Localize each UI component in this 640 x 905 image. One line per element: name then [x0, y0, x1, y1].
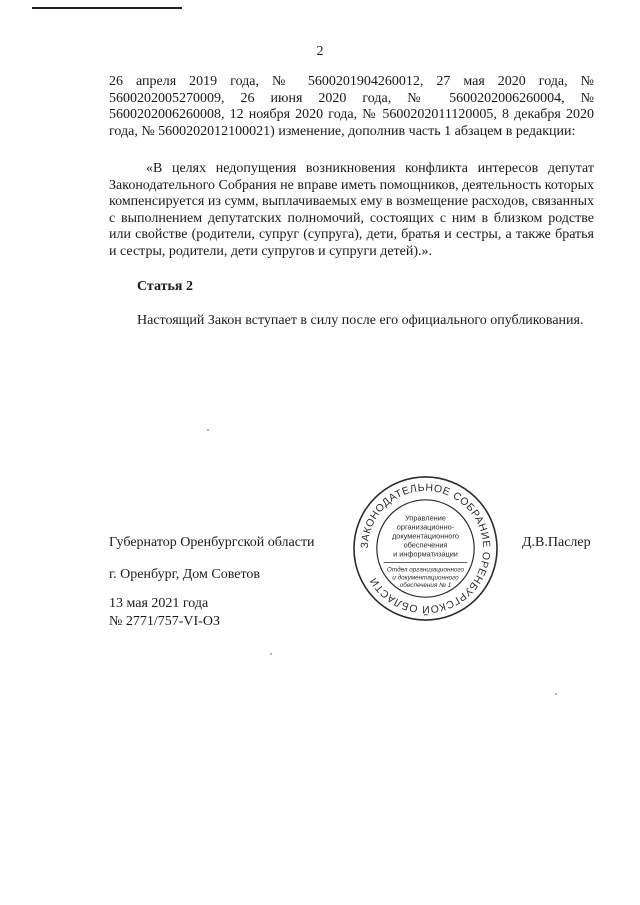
- seal-graphic: [351, 474, 500, 623]
- seal-bottom-line: обеспечения № 1: [399, 582, 452, 590]
- seal-center-line: и информатизации: [393, 549, 458, 559]
- seal-bottom-line: Отдел организационного: [386, 566, 465, 574]
- page-number: 2: [316, 44, 324, 59]
- seal-center-line: организационно-: [396, 522, 455, 532]
- paragraph-continuation: 26 апреля 2019 года, № 5600201904260012, 27 мая 2020 года, № 5600202005270009, 26 июня 2020 года, № 5600202006260004, № 5600202006260008, 12 ноября 2020 года, № 5600202011120005, 8 декабря 2020 года, № 5600202012100021) изменение, дополнив часть 1 абзацем в редакции:: [109, 74, 594, 139]
- seal-center-line: документационного: [392, 531, 459, 541]
- seal-ring-text: ЗАКОНОДАТЕЛЬНОЕ СОБРАНИЕ ОРЕНБУРГСКОЙ ОБЛАСТИ: [359, 482, 492, 615]
- law-number: № 2771/757-VI-ОЗ: [109, 614, 220, 629]
- paragraph-quote: «В целях недопущения возникновения конфликта интересов депутат Законодательного Собрания не вправе иметь помощников, деятельность которых компенсируется из сумм, выплачиваемых ему в возмещение расходов, связанных с выполнением депутатских полномочий, состоящих с ним в близком родстве или свойстве (родители, супруг (супруга), дети, братья и сестры, а также братья и сестры, родители, дети супругов и супруги детей).».: [109, 161, 594, 259]
- official-seal-stamp: [351, 474, 500, 623]
- signing-place: г. Оренбург, Дом Советов: [109, 567, 260, 582]
- governor-name: Д.В.Паслер: [522, 535, 591, 550]
- article-text: Настоящий Закон вступает в силу после его официального опубликования.: [137, 313, 584, 328]
- seal-center-line: обеспечения: [403, 540, 448, 550]
- seal-center-line: Управление: [405, 513, 446, 523]
- governor-title: Губернатор Оренбургской области: [109, 535, 315, 550]
- signing-date: 13 мая 2021 года: [109, 596, 209, 611]
- seal-bottom-line: и документационного: [392, 574, 459, 582]
- top-rule: [32, 7, 182, 9]
- article-heading: Статья 2: [137, 279, 193, 294]
